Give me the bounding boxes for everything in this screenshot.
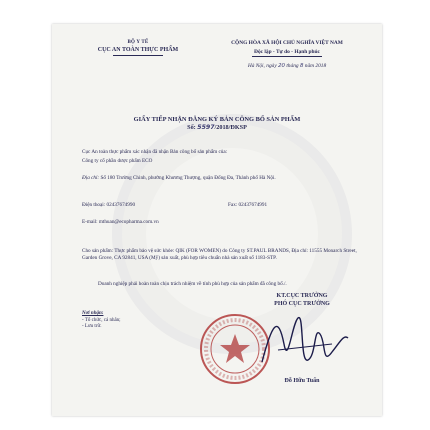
number-prefix: Số:: [187, 124, 196, 131]
intro-text: Cục An toàn thực phẩm xác nhận đã nhận Bản công bố sản phẩm của:: [82, 149, 228, 155]
product-paragraph: Cho sản phẩm: Thực phẩm bảo vệ sức khỏe: QIK (FOR WOMEN) do Công ty ST.PAUL BRANDS, Địa chỉ: 11555 Monarch Street, Garden Grove, CA 92841, USA (Mỹ) sản xuất, phù hợp tiêu chuẩn nhà sản xuất số 1183-STP.: [82, 248, 357, 261]
country-name: CỘNG HÒA XÃ HỘI CHỦ NGHĨA VIỆT NAM: [231, 40, 343, 46]
signature-title-line1: KT.CỤC TRƯỞNG: [276, 293, 328, 299]
issuer-header: [78, 40, 198, 56]
phone-label: Điện thoại:: [82, 202, 106, 208]
recipients-block: [82, 311, 121, 331]
fax-value: 02437674991: [238, 202, 268, 208]
signer-name: Đỗ Hữu Tuấn: [284, 378, 320, 384]
address-label: Địa chỉ:: [82, 175, 100, 181]
recipients-heading: Nơi nhận:: [82, 311, 104, 316]
email-value: mthuan@ecopharma.com.vn: [98, 219, 159, 225]
national-motto: Độc lập - Tự do - Hạnh phúc: [254, 49, 320, 55]
company-name: Công ty cổ phần dược phẩm ECO: [82, 158, 153, 164]
address-line: [82, 175, 332, 182]
address-value: Số 180 Trường Chinh, phường Khương Thượng, quận Đống Đa, Thành phố Hà Nội.: [100, 175, 276, 181]
motto-divider: [252, 56, 322, 57]
phone-value: 02437674990: [106, 202, 136, 208]
recipient-item: - Tổ chức, cá nhân;: [82, 317, 121, 323]
date-day: 20: [278, 63, 285, 69]
number-handwritten: 5597: [197, 124, 215, 131]
document-title: GIẤY TIẾP NHẬN ĐĂNG KÝ BẢN CÔNG BỐ SẢN PHẨM: [133, 116, 301, 123]
signature-title-line2: PHÓ CỤC TRƯỞNG: [274, 301, 330, 307]
recipient-item: - Lưu trữ.: [82, 324, 102, 329]
fax-label: Fax:: [228, 202, 238, 208]
national-header: [202, 40, 372, 69]
agency-name: CỤC AN TOÀN THỰC PHẨM: [97, 47, 179, 53]
responsibility-paragraph: Doanh nghiệp phải hoàn toàn chịu trách nhiệm về tính phù hợp của sản phẩm đã công bố./.: [98, 281, 287, 287]
header-divider: [113, 55, 163, 56]
document-number: [72, 124, 362, 131]
phone-line: [82, 202, 362, 209]
issue-date: [202, 63, 372, 69]
ministry-name: BỘ Y TẾ: [127, 40, 149, 45]
date-prefix: Hà Nội, ngày: [247, 63, 277, 69]
handwritten-signature: [248, 304, 358, 384]
number-suffix: /2018/ĐKSP: [214, 124, 247, 131]
date-month: 8: [299, 63, 304, 69]
fax-line: [228, 202, 267, 208]
email-line: [82, 219, 362, 226]
certificate-paper: [52, 24, 382, 416]
date-month-prefix: tháng: [286, 63, 299, 69]
date-year: năm 2018: [304, 63, 327, 69]
email-label: E-mail:: [82, 219, 98, 225]
